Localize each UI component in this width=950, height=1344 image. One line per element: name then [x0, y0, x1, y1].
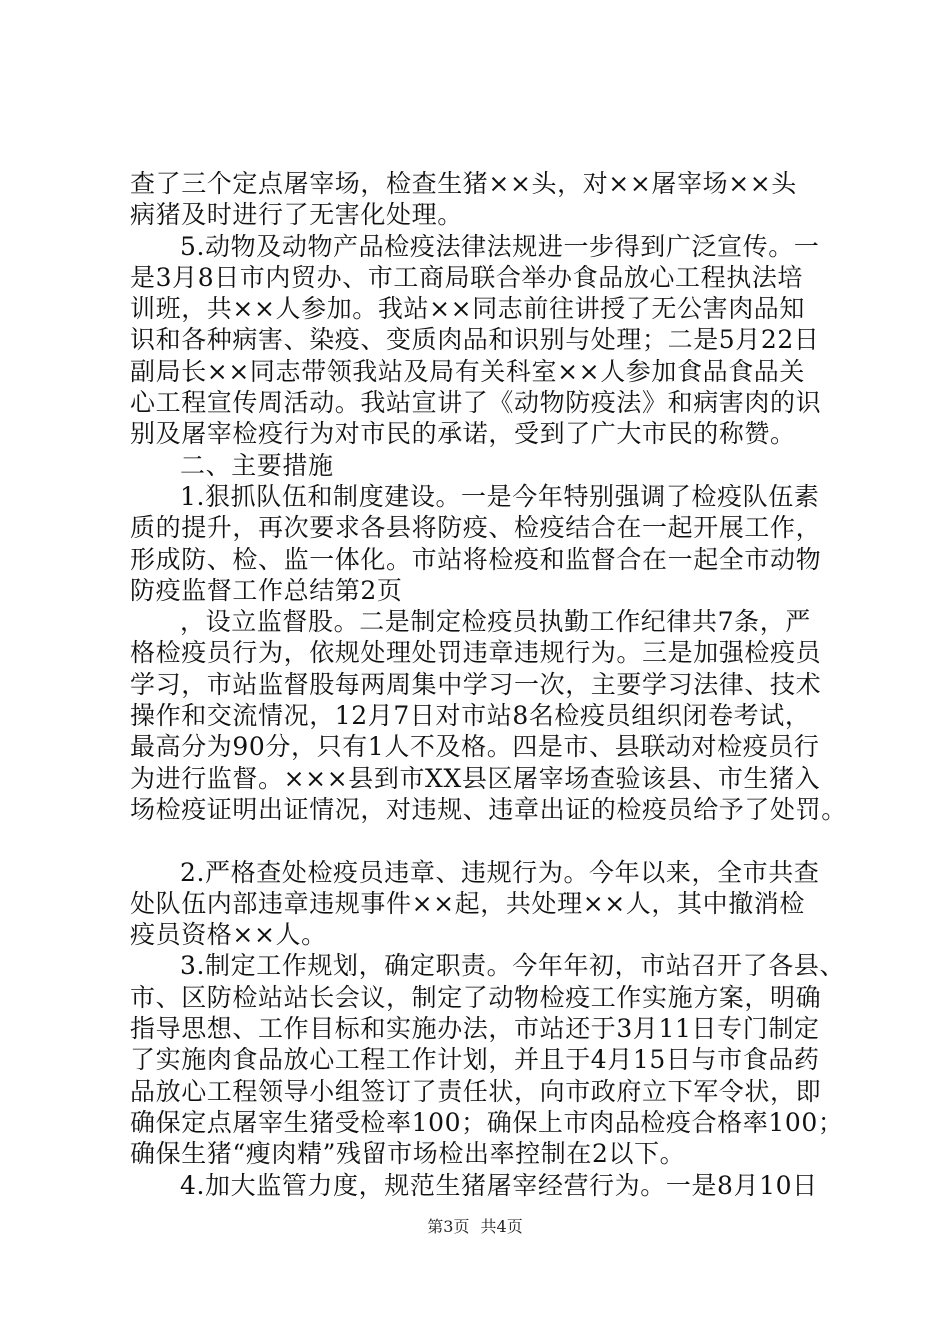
text-line-8: 心工程宣传周活动。我站宣讲了《动物防疫法》和病害肉的识 — [130, 388, 822, 418]
text-line-2: 病猪及时进行了无害化处理。 — [130, 200, 463, 230]
text-line-5: 训班，共××人参加。我站××同志前往讲授了无公害肉品知 — [130, 294, 805, 324]
text-line-28: 指导思想、工作目标和实施办法，市站还于3月11日专门制定 — [130, 1014, 820, 1044]
text-line-6: 识和各种病害、染疫、变质肉品和识别与处理；二是5月22日 — [130, 325, 820, 355]
text-line-16: 格检疫员行为，依规处理处罚违章违规行为。三是加强检疫员 — [130, 638, 822, 668]
text-line-31: 确保定点屠宰生猪受检率100；确保上市肉品检疫合格率100； — [130, 1107, 844, 1137]
text-line-9: 别及屠宰检疫行为对市民的承诺，受到了广大市民的称赞。 — [130, 419, 796, 449]
text-line-25: 疫员资格××人。 — [130, 920, 327, 950]
page-footer — [0, 1217, 950, 1237]
text-line-30: 品放心工程领导小组签订了责任状，向市政府立下军令状，即 — [130, 1076, 822, 1106]
text-line-27: 市、区防检站站长会议，制定了动物检疫工作实施方案，明确 — [130, 982, 822, 1012]
text-line-1: 查了三个定点屠宰场，检查生猪××头，对××屠宰场××头 — [130, 169, 797, 198]
paragraph-3-start: 3.制定工作规划，确定职责。今年年初，市站召开了各县、 — [180, 951, 846, 981]
text-line-19: 最高分为90分，只有1人不及格。四是市、县联动对检疫员行 — [130, 732, 820, 762]
paragraph-2-start: 2.严格查处检疫员违章、违规行为。今年以来，全市共查 — [180, 857, 820, 887]
text-line-32: 确保生猪“瘦肉精”残留市场检出率控制在2以下。 — [130, 1139, 686, 1169]
blank-line — [130, 825, 850, 856]
text-line-24: 处队伍内部违章违规事件××起，共处理××人，其中撤消检 — [130, 888, 805, 918]
text-line-14: 防疫监督工作总结第2页 — [130, 575, 403, 605]
text-line-12: 质的提升，再次要求各县将防疫、检疫结合在一起开展工作， — [130, 513, 822, 543]
text-line-15: ，设立监督股。二是制定检疫员执勤工作纪律共7条，严 — [180, 607, 811, 637]
paragraph-4-start: 4.加大监管力度，规范生猪屠宰经营行为。一是8月10日 — [180, 1170, 818, 1200]
document-body — [130, 168, 850, 1201]
section-heading: 二、主要措施 — [180, 450, 334, 480]
paragraph-5-start: 5.动物及动物产品检疫法律法规进一步得到广泛宣传。一 — [180, 231, 820, 261]
text-line-20: 为进行监督。×××县到市XX县区屠宰场查验该县、市生猪入 — [130, 763, 821, 793]
text-line-17: 学习，市站监督股每两周集中学习一次，主要学习法律、技术 — [130, 669, 822, 699]
page-total: 共4页 — [480, 1217, 523, 1236]
text-line-18: 操作和交流情况，12月7日对市站8名检疫员组织闭卷考试， — [130, 701, 811, 731]
text-line-7: 副局长××同志带领我站及局有关科室××人参加食品食品关 — [130, 356, 805, 386]
text-line-13: 形成防、检、监一体化。市站将检疫和监督合在一起全市动物 — [130, 544, 822, 574]
page-number: 第3页 — [427, 1217, 470, 1236]
text-line-21: 场检疫证明出证情况，对违规、违章出证的检疫员给予了处罚。 — [130, 794, 847, 824]
paragraph-1-start: 1.狠抓队伍和制度建设。一是今年特别强调了检疫队伍素 — [180, 481, 820, 511]
text-line-4: 是3月8日市内贸办、市工商局联合举办食品放心工程执法培 — [130, 262, 804, 292]
text-line-29: 了实施肉食品放心工程工作计划，并且于4月15日与市食品药 — [130, 1045, 820, 1075]
